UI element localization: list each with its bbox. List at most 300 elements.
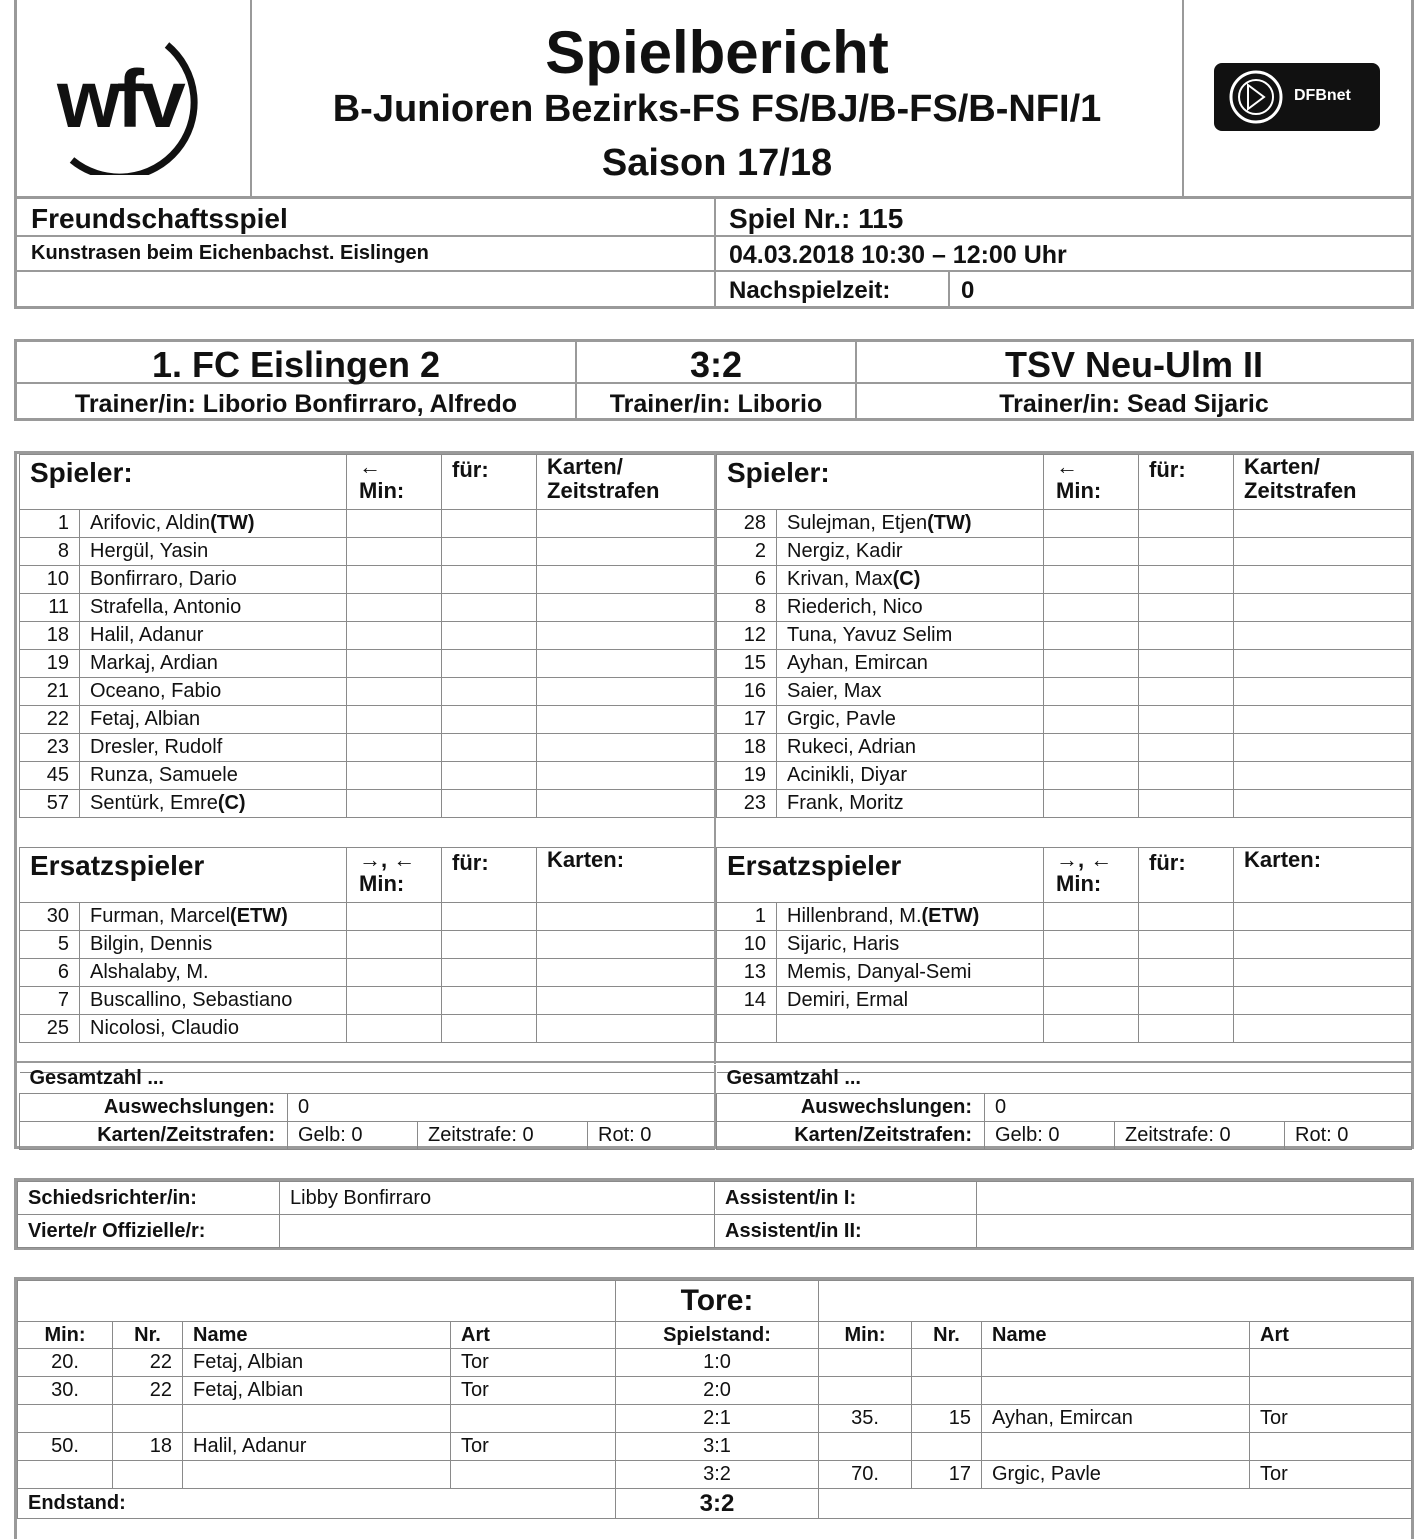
home-home_subs-row xyxy=(20,931,715,959)
sub-for xyxy=(442,566,537,594)
sub-for xyxy=(1139,959,1234,987)
running-score: 3:1 xyxy=(616,1433,819,1461)
sub-for xyxy=(1139,987,1234,1015)
home-goal-type: Tor xyxy=(451,1349,616,1377)
sub-for xyxy=(1139,566,1234,594)
home-player-name xyxy=(80,903,347,931)
extra-time-label: Nachspielzeit: xyxy=(729,277,891,304)
player-name: Runza, Samuele xyxy=(90,764,238,786)
player-name: Strafella, Antonio xyxy=(90,596,242,618)
sub-minute xyxy=(1044,1015,1139,1043)
home-player-number: 1 xyxy=(20,510,80,538)
home-player-name xyxy=(80,931,347,959)
away-away_subs-row xyxy=(717,959,1412,987)
away-away_players-row xyxy=(717,678,1412,706)
away-player-number: 8 xyxy=(717,594,777,622)
final-score: 3:2 xyxy=(689,344,743,385)
home-players-arrow: ← xyxy=(359,454,382,479)
league-name: B-Junioren Bezirks-FS FS/BJ/B-FS/B-NFI/1 xyxy=(332,88,1102,130)
away-subs-count: 0 xyxy=(985,1093,1412,1121)
away-goal-minute xyxy=(819,1349,912,1377)
home-home_subs-row xyxy=(20,903,715,931)
sub-minute xyxy=(1044,959,1139,987)
away-away_subs-row xyxy=(717,903,1412,931)
cards xyxy=(1234,510,1412,538)
home-player-number: 57 xyxy=(20,790,80,818)
sub-minute xyxy=(1044,734,1139,762)
fourth-official-name xyxy=(280,1215,715,1248)
venue: Kunstrasen beim Eichenbachst. Eislingen xyxy=(31,242,429,264)
roster-block xyxy=(14,451,1414,1149)
away-goal-type xyxy=(1250,1377,1412,1405)
away-away_players-row xyxy=(717,594,1412,622)
away-player-number: 19 xyxy=(717,762,777,790)
home-player-name xyxy=(80,594,347,622)
cards xyxy=(1234,594,1412,622)
sub-for xyxy=(1139,762,1234,790)
away-total-label: Gesamtzahl ... xyxy=(726,1067,861,1090)
home-home_players-row xyxy=(20,566,715,594)
home-home_players-row xyxy=(20,706,715,734)
player-name: Frank, Moritz xyxy=(787,792,904,814)
away-player-number: 6 xyxy=(717,566,777,594)
away-player-number xyxy=(717,1015,777,1043)
player-name: Krivan, Max xyxy=(787,568,893,590)
player-name: Halil, Adanur xyxy=(90,624,204,646)
match-datetime: 04.03.2018 10:30 – 12:00 Uhr xyxy=(729,241,1067,269)
cards xyxy=(1234,650,1412,678)
home-subs-min-header xyxy=(347,848,442,903)
away-away_players-row xyxy=(717,622,1412,650)
away-player-name xyxy=(777,762,1044,790)
away-goal-minute: 70. xyxy=(819,1461,912,1489)
sub-minute xyxy=(347,931,442,959)
sub-minute xyxy=(347,706,442,734)
away-col-type: Art xyxy=(1250,1322,1412,1349)
home-col-type: Art xyxy=(451,1322,616,1349)
player-name: Rukeci, Adrian xyxy=(787,736,916,758)
away-players-cards-header xyxy=(1234,455,1412,510)
away-goal-type xyxy=(1250,1433,1412,1461)
home-goal-type: Tor xyxy=(451,1433,616,1461)
away-player-name xyxy=(777,622,1044,650)
home-player-number: 7 xyxy=(20,987,80,1015)
cards xyxy=(1234,706,1412,734)
goal-row xyxy=(18,1433,1412,1461)
player-name: Dresler, Rudolf xyxy=(90,736,223,758)
away-player-number: 18 xyxy=(717,734,777,762)
home-player-name xyxy=(80,734,347,762)
home-player-number: 23 xyxy=(20,734,80,762)
away-away_players-row xyxy=(717,706,1412,734)
sub-for xyxy=(442,790,537,818)
goal-row xyxy=(18,1405,1412,1433)
player-name: Grgic, Pavle xyxy=(787,708,896,730)
player-name: Sulejman, Etjen xyxy=(787,512,928,534)
home-home_players-row xyxy=(20,510,715,538)
sub-minute xyxy=(347,538,442,566)
sub-minute xyxy=(347,678,442,706)
player-name: Hergül, Yasin xyxy=(90,540,209,562)
away-player-name xyxy=(777,538,1044,566)
home-team: 1. FC Eislingen 2 xyxy=(151,344,441,385)
match-type: Freundschaftsspiel xyxy=(31,203,288,234)
cards xyxy=(537,790,715,818)
player-name: Bonfirraro, Dario xyxy=(90,568,237,590)
sub-minute xyxy=(1044,650,1139,678)
away-cards-label: Karten/Zeitstrafen: xyxy=(717,1121,985,1149)
away-goal-number xyxy=(912,1377,982,1405)
match-info xyxy=(14,199,1414,309)
away-player-name xyxy=(777,510,1044,538)
running-score: 3:2 xyxy=(616,1461,819,1489)
home-goal-minute: 30. xyxy=(18,1377,113,1405)
player-name: Fetaj, Albian xyxy=(90,708,201,730)
cards xyxy=(537,987,715,1015)
away-player-number: 1 xyxy=(717,903,777,931)
cards xyxy=(537,706,715,734)
sub-minute xyxy=(347,987,442,1015)
sub-for xyxy=(442,538,537,566)
cards xyxy=(1234,538,1412,566)
away-subs-cards-label: Karten: xyxy=(1244,847,1322,872)
match-number: Spiel Nr.: 115 xyxy=(729,203,904,234)
home-players-min-label: Min: xyxy=(359,478,405,503)
sub-for xyxy=(442,959,537,987)
home-player-number: 22 xyxy=(20,706,80,734)
away-player-name xyxy=(777,706,1044,734)
away-subs-for-header: für: xyxy=(1139,848,1234,903)
sub-minute xyxy=(1044,987,1139,1015)
away-players-arrow: ← xyxy=(1056,454,1079,479)
home-player-name xyxy=(80,650,347,678)
spacer-row xyxy=(717,818,1412,848)
cards xyxy=(1234,566,1412,594)
home-home_players-row xyxy=(20,538,715,566)
player-name: Oceano, Fabio xyxy=(90,680,222,702)
sub-for xyxy=(1139,706,1234,734)
sub-for xyxy=(1139,510,1234,538)
home-player-number: 19 xyxy=(20,650,80,678)
away-player-name xyxy=(777,650,1044,678)
home-col-name: Name xyxy=(183,1322,451,1349)
home-player-number: 6 xyxy=(20,959,80,987)
player-role: (ETW) xyxy=(230,905,288,927)
away-red: Rot: 0 xyxy=(1285,1121,1412,1149)
away-player-number: 13 xyxy=(717,959,777,987)
sub-for xyxy=(442,987,537,1015)
away-goal-type: Tor xyxy=(1250,1461,1412,1489)
cards xyxy=(537,903,715,931)
home-totals xyxy=(19,1065,714,1150)
home-trainer: Trainer/in: Liborio Bonfirraro, Alfredo xyxy=(74,390,518,418)
sub-for xyxy=(1139,538,1234,566)
away-players-title: Spieler: xyxy=(717,455,1044,510)
home-subs-cards-label: Karten: xyxy=(547,847,625,872)
home-home_players-row xyxy=(20,594,715,622)
home-subs-arrow: →, ← xyxy=(359,847,416,872)
away-player-number: 10 xyxy=(717,931,777,959)
wfv-logo xyxy=(47,35,237,175)
home-goal-number xyxy=(113,1405,183,1433)
away-player-number: 23 xyxy=(717,790,777,818)
away-players-min-label: Min: xyxy=(1056,478,1102,503)
away-away_players-row xyxy=(717,538,1412,566)
home-goal-name: Halil, Adanur xyxy=(183,1433,451,1461)
away-away_players-row xyxy=(717,510,1412,538)
sub-for xyxy=(442,622,537,650)
cards xyxy=(537,566,715,594)
assistant1-name xyxy=(977,1182,1412,1215)
sub-for xyxy=(442,931,537,959)
away-player-name xyxy=(777,594,1044,622)
away-roster-table xyxy=(716,454,1412,1073)
sub-for xyxy=(1139,734,1234,762)
sub-minute xyxy=(347,790,442,818)
sub-minute xyxy=(347,762,442,790)
cards xyxy=(1234,1015,1412,1043)
cards xyxy=(1234,987,1412,1015)
player-name: Furman, Marcel xyxy=(90,905,231,927)
home-home_subs-row xyxy=(20,987,715,1015)
away-players-cards-label: Zeitstrafen xyxy=(1244,478,1357,503)
home-player-name xyxy=(80,987,347,1015)
sub-minute xyxy=(347,903,442,931)
home-goal-minute xyxy=(18,1405,113,1433)
cards xyxy=(537,931,715,959)
away-player-name xyxy=(777,903,1044,931)
away-team: TSV Neu-Ulm II xyxy=(1004,344,1264,385)
sub-minute xyxy=(1044,678,1139,706)
away-goal-minute xyxy=(819,1433,912,1461)
cards xyxy=(537,594,715,622)
sub-for xyxy=(1139,1015,1234,1043)
away-player-number: 28 xyxy=(717,510,777,538)
extra-time-value: 0 xyxy=(961,277,975,304)
referee-name: Libby Bonfirraro xyxy=(280,1182,715,1215)
sub-minute xyxy=(1044,903,1139,931)
home-player-number: 8 xyxy=(20,538,80,566)
away-goal-number: 17 xyxy=(912,1461,982,1489)
home-player-number: 5 xyxy=(20,931,80,959)
away-trainer: Trainer/in: Sead Sijaric xyxy=(999,390,1269,418)
away-players-cards-label: Karten/ xyxy=(1244,454,1320,479)
away-player-name xyxy=(777,678,1044,706)
home-player-name xyxy=(80,959,347,987)
home-cards-label: Karten/Zeitstrafen: xyxy=(20,1121,288,1149)
home-player-number: 18 xyxy=(20,622,80,650)
home-player-number: 30 xyxy=(20,903,80,931)
referee-label: Schiedsrichter/in: xyxy=(18,1182,280,1215)
away-player-name xyxy=(777,1015,1044,1043)
away-player-number: 2 xyxy=(717,538,777,566)
col-score: Spielstand: xyxy=(616,1322,819,1349)
sub-for xyxy=(1139,790,1234,818)
season: Saison 17/18 xyxy=(601,142,833,184)
home-players-header xyxy=(20,455,715,510)
player-role: (ETW) xyxy=(921,905,980,927)
player-name: Hillenbrand, M. xyxy=(787,905,922,927)
sub-minute xyxy=(1044,538,1139,566)
away-away_players-row xyxy=(717,790,1412,818)
away-col-name: Name xyxy=(982,1322,1250,1349)
home-player-number: 25 xyxy=(20,1015,80,1043)
sub-minute xyxy=(1044,566,1139,594)
sub-minute xyxy=(347,594,442,622)
away-goal-type: Tor xyxy=(1250,1405,1412,1433)
sub-for xyxy=(442,762,537,790)
sub-minute xyxy=(1044,790,1139,818)
running-score: 1:0 xyxy=(616,1349,819,1377)
away-player-name xyxy=(777,734,1044,762)
home-goal-minute xyxy=(18,1461,113,1489)
cards xyxy=(1234,622,1412,650)
home-col-nr: Nr. xyxy=(113,1322,183,1349)
home-player-name xyxy=(80,1015,347,1043)
home-red: Rot: 0 xyxy=(588,1121,715,1149)
assistant2-label: Assistent/in II: xyxy=(715,1215,977,1248)
home-home_players-row xyxy=(20,622,715,650)
home-player-name xyxy=(80,622,347,650)
player-name: Buscallino, Sebastiano xyxy=(90,989,293,1011)
away-col-nr: Nr. xyxy=(912,1322,982,1349)
sub-for xyxy=(1139,678,1234,706)
player-name: Riederich, Nico xyxy=(787,596,923,618)
report-header xyxy=(14,0,1414,199)
sub-minute xyxy=(347,510,442,538)
home-home_players-row xyxy=(20,650,715,678)
sub-for xyxy=(442,650,537,678)
cards xyxy=(537,762,715,790)
sub-for xyxy=(442,734,537,762)
away-player-number: 17 xyxy=(717,706,777,734)
away-subs-min-label: Min: xyxy=(1056,871,1102,896)
home-players-title: Spieler: xyxy=(20,455,347,510)
away-roster xyxy=(716,454,1411,1073)
sub-for xyxy=(442,706,537,734)
away-player-name xyxy=(777,931,1044,959)
away-subs-arrow: →, ← xyxy=(1056,847,1113,872)
home-goal-minute: 20. xyxy=(18,1349,113,1377)
away-goal-number xyxy=(912,1349,982,1377)
sub-for xyxy=(1139,594,1234,622)
player-name: Sentürk, Emre xyxy=(90,792,218,814)
home-player-number: 21 xyxy=(20,678,80,706)
player-role: (C) xyxy=(217,792,246,814)
cards xyxy=(1234,903,1412,931)
running-score: 2:1 xyxy=(616,1405,819,1433)
away-player-number: 15 xyxy=(717,650,777,678)
away-away_subs-row xyxy=(717,987,1412,1015)
cards xyxy=(1234,734,1412,762)
cards xyxy=(1234,959,1412,987)
sub-for xyxy=(442,678,537,706)
home-player-name xyxy=(80,538,347,566)
sub-minute xyxy=(1044,706,1139,734)
sub-minute xyxy=(347,622,442,650)
home-home_subs-row xyxy=(20,959,715,987)
away-player-number: 12 xyxy=(717,622,777,650)
home-subs-min-label: Min: xyxy=(359,871,405,896)
away-yellow: Gelb: 0 xyxy=(985,1121,1115,1149)
away-subs-title: Ersatzspieler xyxy=(717,848,1044,903)
home-goal-number: 22 xyxy=(113,1349,183,1377)
sub-for xyxy=(1139,650,1234,678)
final-goal-score: 3:2 xyxy=(616,1489,819,1519)
home-goal-number: 22 xyxy=(113,1377,183,1405)
home-totals-table xyxy=(19,1065,715,1150)
sub-minute xyxy=(347,1015,442,1043)
away-goal-name xyxy=(982,1377,1250,1405)
away-away_subs-row xyxy=(717,931,1412,959)
away-away_players-row xyxy=(717,734,1412,762)
away-goal-number: 15 xyxy=(912,1405,982,1433)
home-home_players-row xyxy=(20,790,715,818)
away-players-min-header xyxy=(1044,455,1139,510)
home-player-number: 11 xyxy=(20,594,80,622)
home-timepen: Zeitstrafe: 0 xyxy=(418,1121,588,1149)
assistant2-name xyxy=(977,1215,1412,1248)
home-goal-type xyxy=(451,1405,616,1433)
cards xyxy=(1234,790,1412,818)
home-roster-table xyxy=(19,454,715,1073)
cards xyxy=(537,538,715,566)
home-players-cards-header xyxy=(537,455,715,510)
sub-for xyxy=(1139,903,1234,931)
away-player-name xyxy=(777,987,1044,1015)
player-name: Sijaric, Haris xyxy=(787,933,900,955)
player-name: Saier, Max xyxy=(787,680,882,702)
teams-block xyxy=(14,339,1414,421)
away-player-name xyxy=(777,566,1044,594)
home-home_subs-row xyxy=(20,1015,715,1043)
home-subs-label: Auswechslungen: xyxy=(20,1093,288,1121)
away-col-min: Min: xyxy=(819,1322,912,1349)
home-subs-title: Ersatzspieler xyxy=(20,848,347,903)
home-home_players-row xyxy=(20,734,715,762)
home-player-number: 45 xyxy=(20,762,80,790)
sub-minute xyxy=(347,734,442,762)
away-players-header xyxy=(717,455,1412,510)
away-away_players-row xyxy=(717,650,1412,678)
player-name: Ayhan, Emircan xyxy=(787,652,928,674)
player-name: Nergiz, Kadir xyxy=(787,540,903,562)
away-away_players-row xyxy=(717,566,1412,594)
home-goal-name xyxy=(183,1405,451,1433)
cards xyxy=(537,678,715,706)
running-score: 2:0 xyxy=(616,1377,819,1405)
home-player-number: 10 xyxy=(20,566,80,594)
sub-minute xyxy=(1044,594,1139,622)
home-goal-name: Fetaj, Albian xyxy=(183,1349,451,1377)
away-goal-minute: 35. xyxy=(819,1405,912,1433)
cards xyxy=(537,510,715,538)
player-name: Tuna, Yavuz Selim xyxy=(787,624,953,646)
dfbnet-logo xyxy=(1214,63,1380,131)
away-goal-name xyxy=(982,1349,1250,1377)
away-away_subs-row xyxy=(717,1015,1412,1043)
home-roster xyxy=(19,454,714,1073)
away-player-name xyxy=(777,790,1044,818)
home-player-name xyxy=(80,762,347,790)
sub-minute xyxy=(1044,622,1139,650)
player-role: (TW) xyxy=(210,512,255,534)
home-subs-cards-header xyxy=(537,848,715,903)
home-player-name xyxy=(80,510,347,538)
spacer-row xyxy=(20,818,715,848)
home-col-min: Min: xyxy=(18,1322,113,1349)
sub-for xyxy=(442,1015,537,1043)
